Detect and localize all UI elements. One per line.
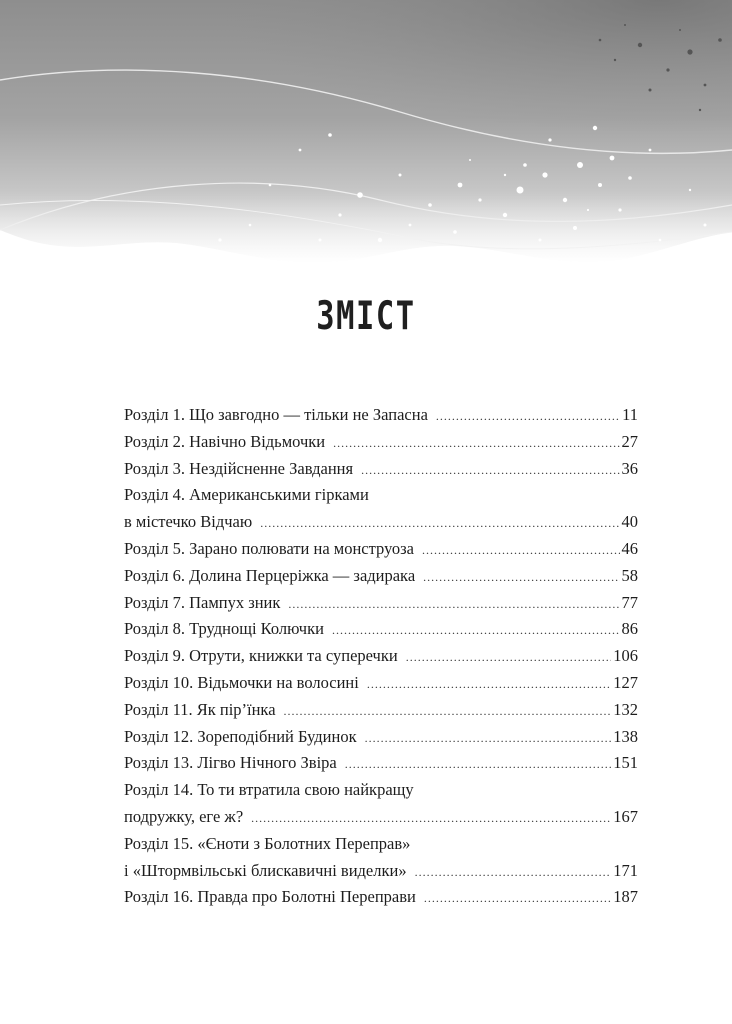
toc-line (124, 429, 638, 456)
chapter-title: і «Штормвільські блискавичні виделки» (124, 860, 407, 880)
chapter-title: Розділ 16. Правда про Болотні Переправи (124, 887, 416, 907)
chapter-title: Розділ 12. Зореподібний Будинок (124, 726, 357, 746)
toc-entry[interactable] (124, 616, 638, 643)
page-number: 151 (613, 753, 638, 773)
toc-entry[interactable] (124, 456, 638, 483)
dot-leader (333, 430, 619, 457)
page-number: 187 (613, 887, 638, 907)
toc-entry[interactable] (124, 536, 638, 563)
dot-leader (284, 698, 612, 725)
dot-leader (436, 403, 620, 430)
chapter-title: Розділ 5. Зарано полювати на монструоза (124, 538, 414, 558)
chapter-title: в містечко Відчаю (124, 512, 253, 532)
toc-line (124, 724, 638, 751)
toc-entry[interactable] (124, 750, 638, 777)
toc-line (124, 643, 638, 670)
dot-leader (424, 885, 611, 912)
page-number: 11 (622, 405, 638, 424)
toc-line (124, 777, 638, 804)
chapter-title: Розділ 15. «Єноти з Болотних Переправ» (124, 833, 411, 853)
page-number: 46 (621, 538, 638, 558)
page-title: ЗМІСТ (316, 294, 416, 339)
page-number: 132 (613, 699, 638, 719)
toc-line (124, 750, 638, 777)
chapter-title: подружку, еге ж? (124, 806, 244, 826)
chapter-title: Розділ 13. Лігво Нічного Звіра (124, 753, 337, 773)
page-number: 106 (613, 646, 638, 666)
chapter-title: Розділ 14. То ти втратила свою найкращу (124, 780, 414, 800)
toc-entry[interactable] (124, 697, 638, 724)
sky-dark-corner (0, 0, 732, 220)
toc-line (124, 482, 638, 509)
toc-entry[interactable] (124, 482, 638, 536)
chapter-title: Розділ 9. Отрути, книжки та суперечки (124, 646, 398, 666)
toc-entry[interactable] (124, 429, 638, 456)
toc-line (124, 456, 638, 483)
dot-leader (367, 671, 611, 698)
sky-header-illustration (0, 0, 732, 300)
page-number: 171 (613, 860, 638, 880)
toc-entry[interactable] (124, 402, 638, 429)
page-number: 40 (621, 512, 638, 532)
dot-leader (415, 859, 612, 886)
toc-line (124, 670, 638, 697)
dot-leader (260, 510, 619, 537)
dot-leader (423, 564, 619, 591)
page-number: 127 (613, 672, 638, 692)
chapter-title: Розділ 1. Що завгодно — тільки не Запасна (124, 405, 428, 424)
page-number: 36 (621, 458, 638, 478)
toc-line (124, 697, 638, 724)
chapter-title: Розділ 4. Американськими гірками (124, 485, 369, 505)
toc-line (124, 831, 638, 858)
toc-line (124, 563, 638, 590)
toc-entry[interactable] (124, 670, 638, 697)
page-number: 86 (621, 619, 638, 639)
dot-leader (345, 751, 612, 778)
toc-line (124, 590, 638, 617)
page-number: 138 (613, 726, 638, 746)
chapter-title: Розділ 3. Нездійсненне Завдання (124, 458, 354, 478)
toc-line (124, 858, 638, 885)
toc-entry[interactable] (124, 777, 638, 831)
dot-leader (288, 591, 619, 618)
toc-line (124, 402, 638, 429)
chapter-title: Розділ 8. Труднощі Колючки (124, 619, 324, 639)
dot-leader (406, 644, 612, 671)
dot-leader (361, 457, 619, 484)
chapter-title: Розділ 7. Пампух зник (124, 592, 281, 612)
chapter-title: Розділ 6. Долина Перцеріжка — задирака (124, 565, 416, 585)
table-of-contents (124, 402, 638, 911)
toc-entry[interactable] (124, 590, 638, 617)
toc-line (124, 616, 638, 643)
toc-line (124, 884, 638, 911)
toc-entry[interactable] (124, 884, 638, 911)
page-number: 58 (621, 565, 638, 585)
toc-line (124, 509, 638, 536)
chapter-title: Розділ 11. Як пір’їнка (124, 699, 276, 719)
chapter-title: Розділ 2. Навічно Відьмочки (124, 431, 326, 451)
toc-entry[interactable] (124, 563, 638, 590)
toc-line (124, 804, 638, 831)
dot-leader (332, 617, 620, 644)
toc-entry[interactable] (124, 831, 638, 885)
chapter-title: Розділ 10. Відьмочки на волосині (124, 672, 359, 692)
dot-leader (365, 725, 612, 752)
toc-entry[interactable] (124, 724, 638, 751)
dot-leader (251, 805, 611, 832)
toc-line (124, 536, 638, 563)
page-number: 27 (621, 431, 638, 451)
page-number: 167 (613, 806, 638, 826)
page-number: 77 (621, 592, 638, 612)
dot-leader (422, 537, 620, 564)
toc-entry[interactable] (124, 643, 638, 670)
